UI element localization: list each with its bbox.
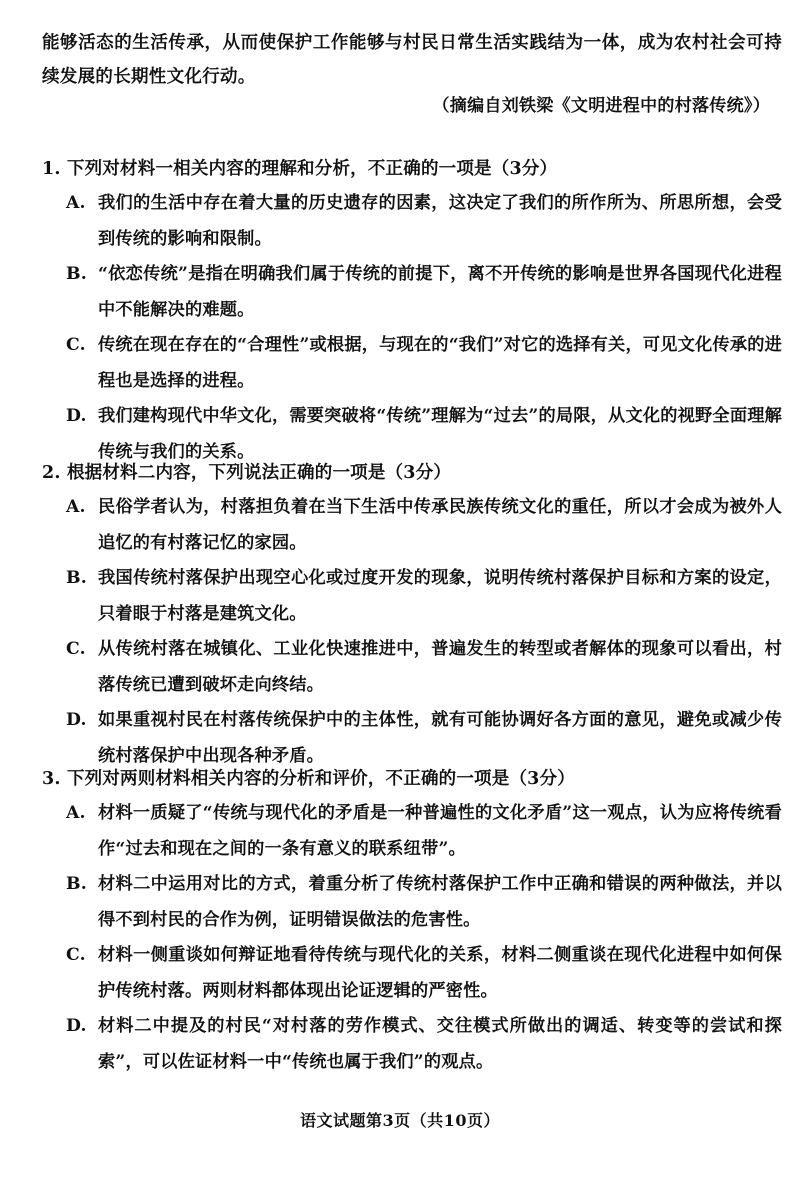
option-text: 我国传统村落保护出现空心化或过度开发的现象，说明传统村落保护目标和方案的设定，只着眼于村落是建筑文化。	[98, 568, 782, 624]
question-stem: 1. 下列对材料一相关内容的理解和分析，不正确的一项是（3分）	[42, 159, 558, 179]
option-letter: A.	[66, 803, 86, 823]
option-letter: A.	[66, 497, 86, 517]
option-text: 如果重视村民在村落传统保护中的主体性，就有可能协调好各方面的意见，避免或减少传统村落保护中出现各种矛盾。	[98, 710, 782, 766]
option-letter: D.	[66, 406, 87, 426]
option-c	[66, 327, 782, 399]
option-text: 材料一质疑了“传统与现代化的矛盾是一种普遍性的文化矛盾”这一观点，认为应将传统看作“过去和现在之间的一条有意义的联系纽带”。	[98, 803, 782, 859]
question-stem: 3. 下列对两则材料相关内容的分析和评价，不正确的一项是（3分）	[42, 769, 575, 789]
question-2	[42, 457, 782, 773]
option-letter: B.	[66, 568, 87, 588]
question-stem: 2. 根据材料二内容，下列说法正确的一项是（3分）	[42, 463, 452, 483]
question-3	[42, 763, 782, 1079]
option-text: 我们建构现代中华文化，需要突破将“传统”理解为“过去”的局限，从文化的视野全面理解传统与我们的关系。	[98, 406, 782, 462]
option-letter: B.	[66, 874, 87, 894]
option-letter: C.	[66, 335, 86, 355]
option-letter: A.	[66, 193, 86, 213]
option-c	[66, 631, 782, 703]
option-b	[66, 866, 782, 938]
option-text: 材料一侧重谈如何辩证地看待传统与现代化的关系，材料二侧重谈在现代化进程中如何保护传统村落。两则材料都体现出论证逻辑的严密性。	[98, 945, 782, 1001]
option-a	[66, 489, 782, 561]
option-text: 材料二中提及的村民“对村落的劳作模式、交往模式所做出的调适、转变等的尝试和探索”，可以佐证材料一中“传统也属于我们”的观点。	[98, 1016, 782, 1072]
question-1	[42, 153, 782, 469]
option-c	[66, 937, 782, 1009]
page-footer: 语文试题第3页（共10页）	[300, 1111, 500, 1130]
option-d	[66, 1008, 782, 1080]
option-b	[66, 560, 782, 632]
option-a	[66, 185, 782, 257]
option-letter: C.	[66, 945, 86, 965]
option-letter: C.	[66, 639, 86, 659]
option-letter: D.	[66, 710, 87, 730]
option-text: 从传统村落在城镇化、工业化快速推进中，普遍发生的转型或者解体的现象可以看出，村落传统已遭到破坏走向终结。	[98, 639, 782, 695]
option-text: 传统在现在存在的“合理性”或根据，与现在的“我们”对它的选择有关，可见文化传承的进程也是选择的进程。	[98, 335, 782, 391]
option-text: 材料二中运用对比的方式，着重分析了传统村落保护工作中正确和错误的两种做法，并以得不到村民的合作为例，证明错误做法的危害性。	[98, 874, 782, 930]
option-letter: B.	[66, 264, 87, 284]
source-citation: （摘编自刘铁梁《文明进程中的村落传统》）	[432, 96, 770, 116]
option-text: 我们的生活中存在着大量的历史遗存的因素，这决定了我们的所作所为、所思所想，会受到传统的影响和限制。	[98, 193, 782, 249]
intro-paragraph: 能够活态的生活传承，从而使保护工作能够与村民日常生活实践结为一体，成为农村社会可持续发展的长期性文化行动。	[42, 33, 782, 87]
option-letter: D.	[66, 1016, 87, 1036]
option-text: “依恋传统”是指在明确我们属于传统的前提下，离不开传统的影响是世界各国现代化进程中不能解决的难题。	[98, 264, 782, 320]
option-a	[66, 795, 782, 867]
option-text: 民俗学者认为，村落担负着在当下生活中传承民族传统文化的重任，所以才会成为被外人追忆的有村落记忆的家园。	[98, 497, 782, 553]
option-b	[66, 256, 782, 328]
